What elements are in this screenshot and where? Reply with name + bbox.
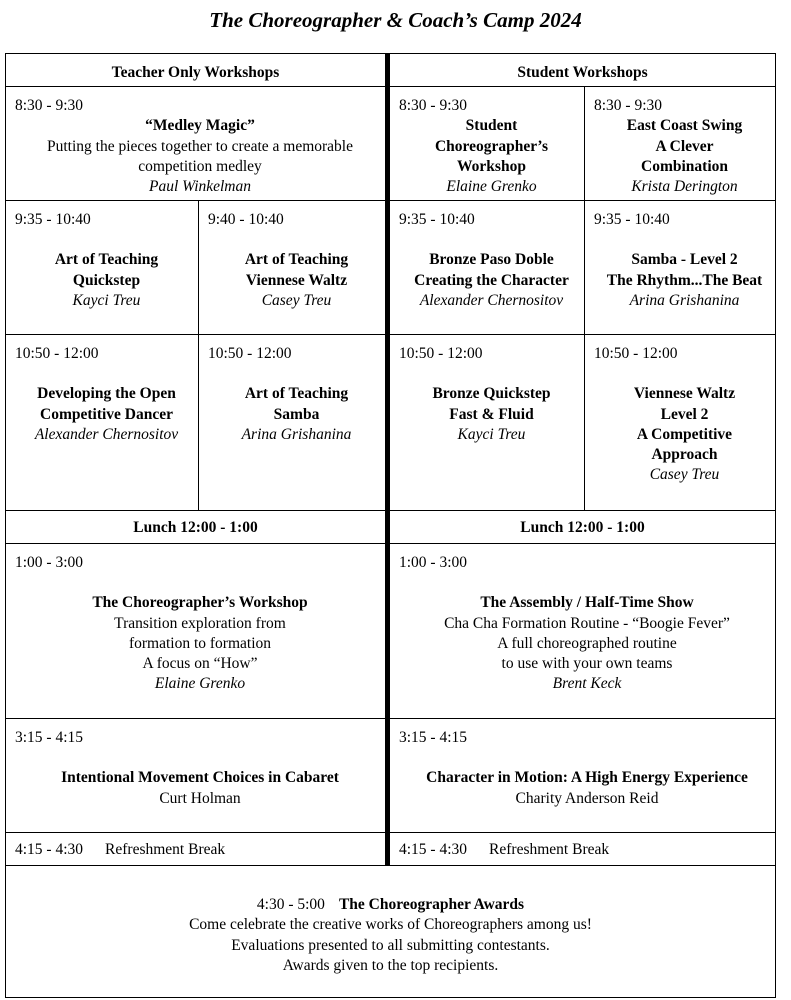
workshop-bronze-paso [390, 201, 584, 334]
time-slot: 8:30 - 9:30 [399, 97, 468, 114]
workshop-viennese-level-2 [585, 335, 775, 510]
workshop-teaching-samba [199, 335, 385, 510]
instructor-name: Casey Treu [649, 466, 720, 484]
workshop-title: Combination [641, 157, 728, 175]
instructor-name: Alexander Chernositov [34, 425, 179, 443]
instructor-name: Elaine Grenko [154, 675, 246, 693]
time-slot: 3:15 - 4:15 [399, 729, 468, 746]
break-student [390, 833, 775, 865]
time-slot: 4:15 - 4:30 [399, 841, 468, 858]
workshop-title: Approach [651, 446, 718, 464]
awards-section [6, 866, 775, 997]
workshop-title: A Clever [655, 137, 714, 155]
awards-description: Evaluations presented to all submitting contestants. [231, 936, 550, 954]
workshop-title: Workshop [457, 157, 526, 175]
workshop-title: East Coast Swing [626, 117, 743, 135]
lunch-student: Lunch 12:00 - 1:00 [520, 519, 645, 536]
workshop-open-competitive-dancer [6, 335, 198, 510]
break-label: Refreshment Break [105, 841, 226, 858]
workshop-title: The Assembly / Half-Time Show [480, 594, 694, 612]
break-label: Refreshment Break [489, 841, 610, 858]
workshop-description: formation to formation [128, 634, 272, 652]
time-slot: 9:35 - 10:40 [399, 211, 475, 228]
time-slot: 3:15 - 4:15 [15, 729, 84, 746]
workshop-title: Samba - Level 2 [631, 251, 738, 269]
instructor-name: Charity Anderson Reid [515, 789, 659, 807]
workshop-description: competition medley [138, 157, 262, 175]
workshop-medley-magic [6, 87, 385, 200]
workshop-title: Choreographer’s [434, 137, 549, 155]
workshop-description: A full choreographed routine [497, 634, 677, 652]
time-slot: 10:50 - 12:00 [208, 345, 292, 362]
workshop-title: Viennese Waltz [633, 385, 736, 403]
workshop-title: Quickstep [72, 271, 141, 289]
instructor-name: Kayci Treu [457, 425, 526, 443]
workshop-title: Viennese Waltz [245, 271, 348, 289]
teacher-workshops-header: Teacher Only Workshops [111, 64, 280, 81]
workshop-title: Art of Teaching [244, 385, 349, 403]
workshop-bronze-quickstep [390, 335, 584, 510]
time-slot: 9:40 - 10:40 [208, 211, 284, 228]
instructor-name: Brent Keck [552, 675, 622, 693]
instructor-name: Casey Treu [261, 291, 332, 309]
workshop-description: to use with your own teams [501, 655, 673, 673]
instructor-name: Paul Winkelman [148, 178, 252, 196]
workshop-title: Student [465, 117, 518, 135]
instructor-name: Kayci Treu [72, 291, 141, 309]
instructor-name: Krista Derington [631, 178, 738, 196]
time-slot: 10:50 - 12:00 [594, 345, 678, 362]
awards-description: Come celebrate the creative works of Choreographers among us! [189, 916, 592, 934]
instructor-name: Arina Grishanina [241, 425, 352, 443]
workshop-student-choreographer [390, 87, 584, 200]
workshop-title: The Choreographer’s Workshop [92, 594, 308, 612]
workshop-title: Creating the Character [414, 271, 569, 289]
workshop-choreographers [6, 544, 385, 718]
workshop-title: Level 2 [660, 405, 709, 423]
workshop-teaching-quickstep [6, 201, 198, 334]
time-slot: 1:00 - 3:00 [15, 554, 84, 571]
workshop-title: Intentional Movement Choices in Cabaret [61, 769, 339, 787]
instructor-name: Elaine Grenko [446, 178, 537, 196]
time-slot: 10:50 - 12:00 [15, 345, 99, 362]
awards-description: Awards given to the top recipients. [282, 956, 499, 974]
time-slot: 10:50 - 12:00 [399, 345, 483, 362]
time-slot: 8:30 - 9:30 [15, 97, 84, 114]
lunch-teacher: Lunch 12:00 - 1:00 [133, 519, 258, 536]
schedule-table [5, 53, 776, 998]
instructor-name: Arina Grishanina [629, 291, 740, 309]
time-slot: 8:30 - 9:30 [594, 97, 663, 114]
workshop-title: “Medley Magic” [145, 117, 255, 135]
workshop-description: Transition exploration from [114, 614, 286, 632]
workshop-title: Fast & Fluid [449, 405, 534, 423]
workshop-character-in-motion [390, 719, 775, 832]
workshop-title: Bronze Paso Doble [429, 251, 554, 269]
workshop-title: Developing the Open [37, 385, 176, 403]
workshop-teaching-viennese [199, 201, 385, 334]
break-teacher [6, 833, 385, 865]
time-slot: 4:15 - 4:30 [15, 841, 84, 858]
workshop-title: Samba [273, 405, 320, 423]
awards-time: 4:30 - 5:00 [256, 896, 325, 913]
workshop-title: Art of Teaching [54, 251, 159, 269]
time-slot: 1:00 - 3:00 [399, 554, 468, 571]
workshop-description: A focus on “How” [142, 655, 258, 673]
workshop-cabaret [6, 719, 385, 832]
workshop-description: Putting the pieces together to create a memorable [46, 137, 353, 155]
workshop-east-coast-swing [585, 87, 775, 200]
page-title: The Choreographer & Coach’s Camp 2024 [209, 8, 582, 32]
workshop-description: Cha Cha Formation Routine - “Boogie Fever” [444, 614, 730, 632]
instructor-name: Alexander Chernositov [419, 291, 564, 309]
workshop-assembly-halftime [390, 544, 775, 718]
awards-title: The Choreographer Awards [338, 896, 525, 913]
workshop-title: Character in Motion: A High Energy Experience [426, 769, 748, 787]
instructor-name: Curt Holman [159, 789, 241, 807]
workshop-title: A Competitive [636, 425, 733, 443]
workshop-title: The Rhythm...The Beat [606, 271, 763, 289]
workshop-samba-level-2 [585, 201, 775, 334]
student-workshops-header: Student Workshops [517, 64, 648, 81]
time-slot: 9:35 - 10:40 [594, 211, 670, 228]
workshop-title: Bronze Quickstep [432, 385, 551, 403]
time-slot: 9:35 - 10:40 [15, 211, 91, 228]
workshop-title: Art of Teaching [244, 251, 349, 269]
workshop-title: Competitive Dancer [40, 405, 173, 423]
